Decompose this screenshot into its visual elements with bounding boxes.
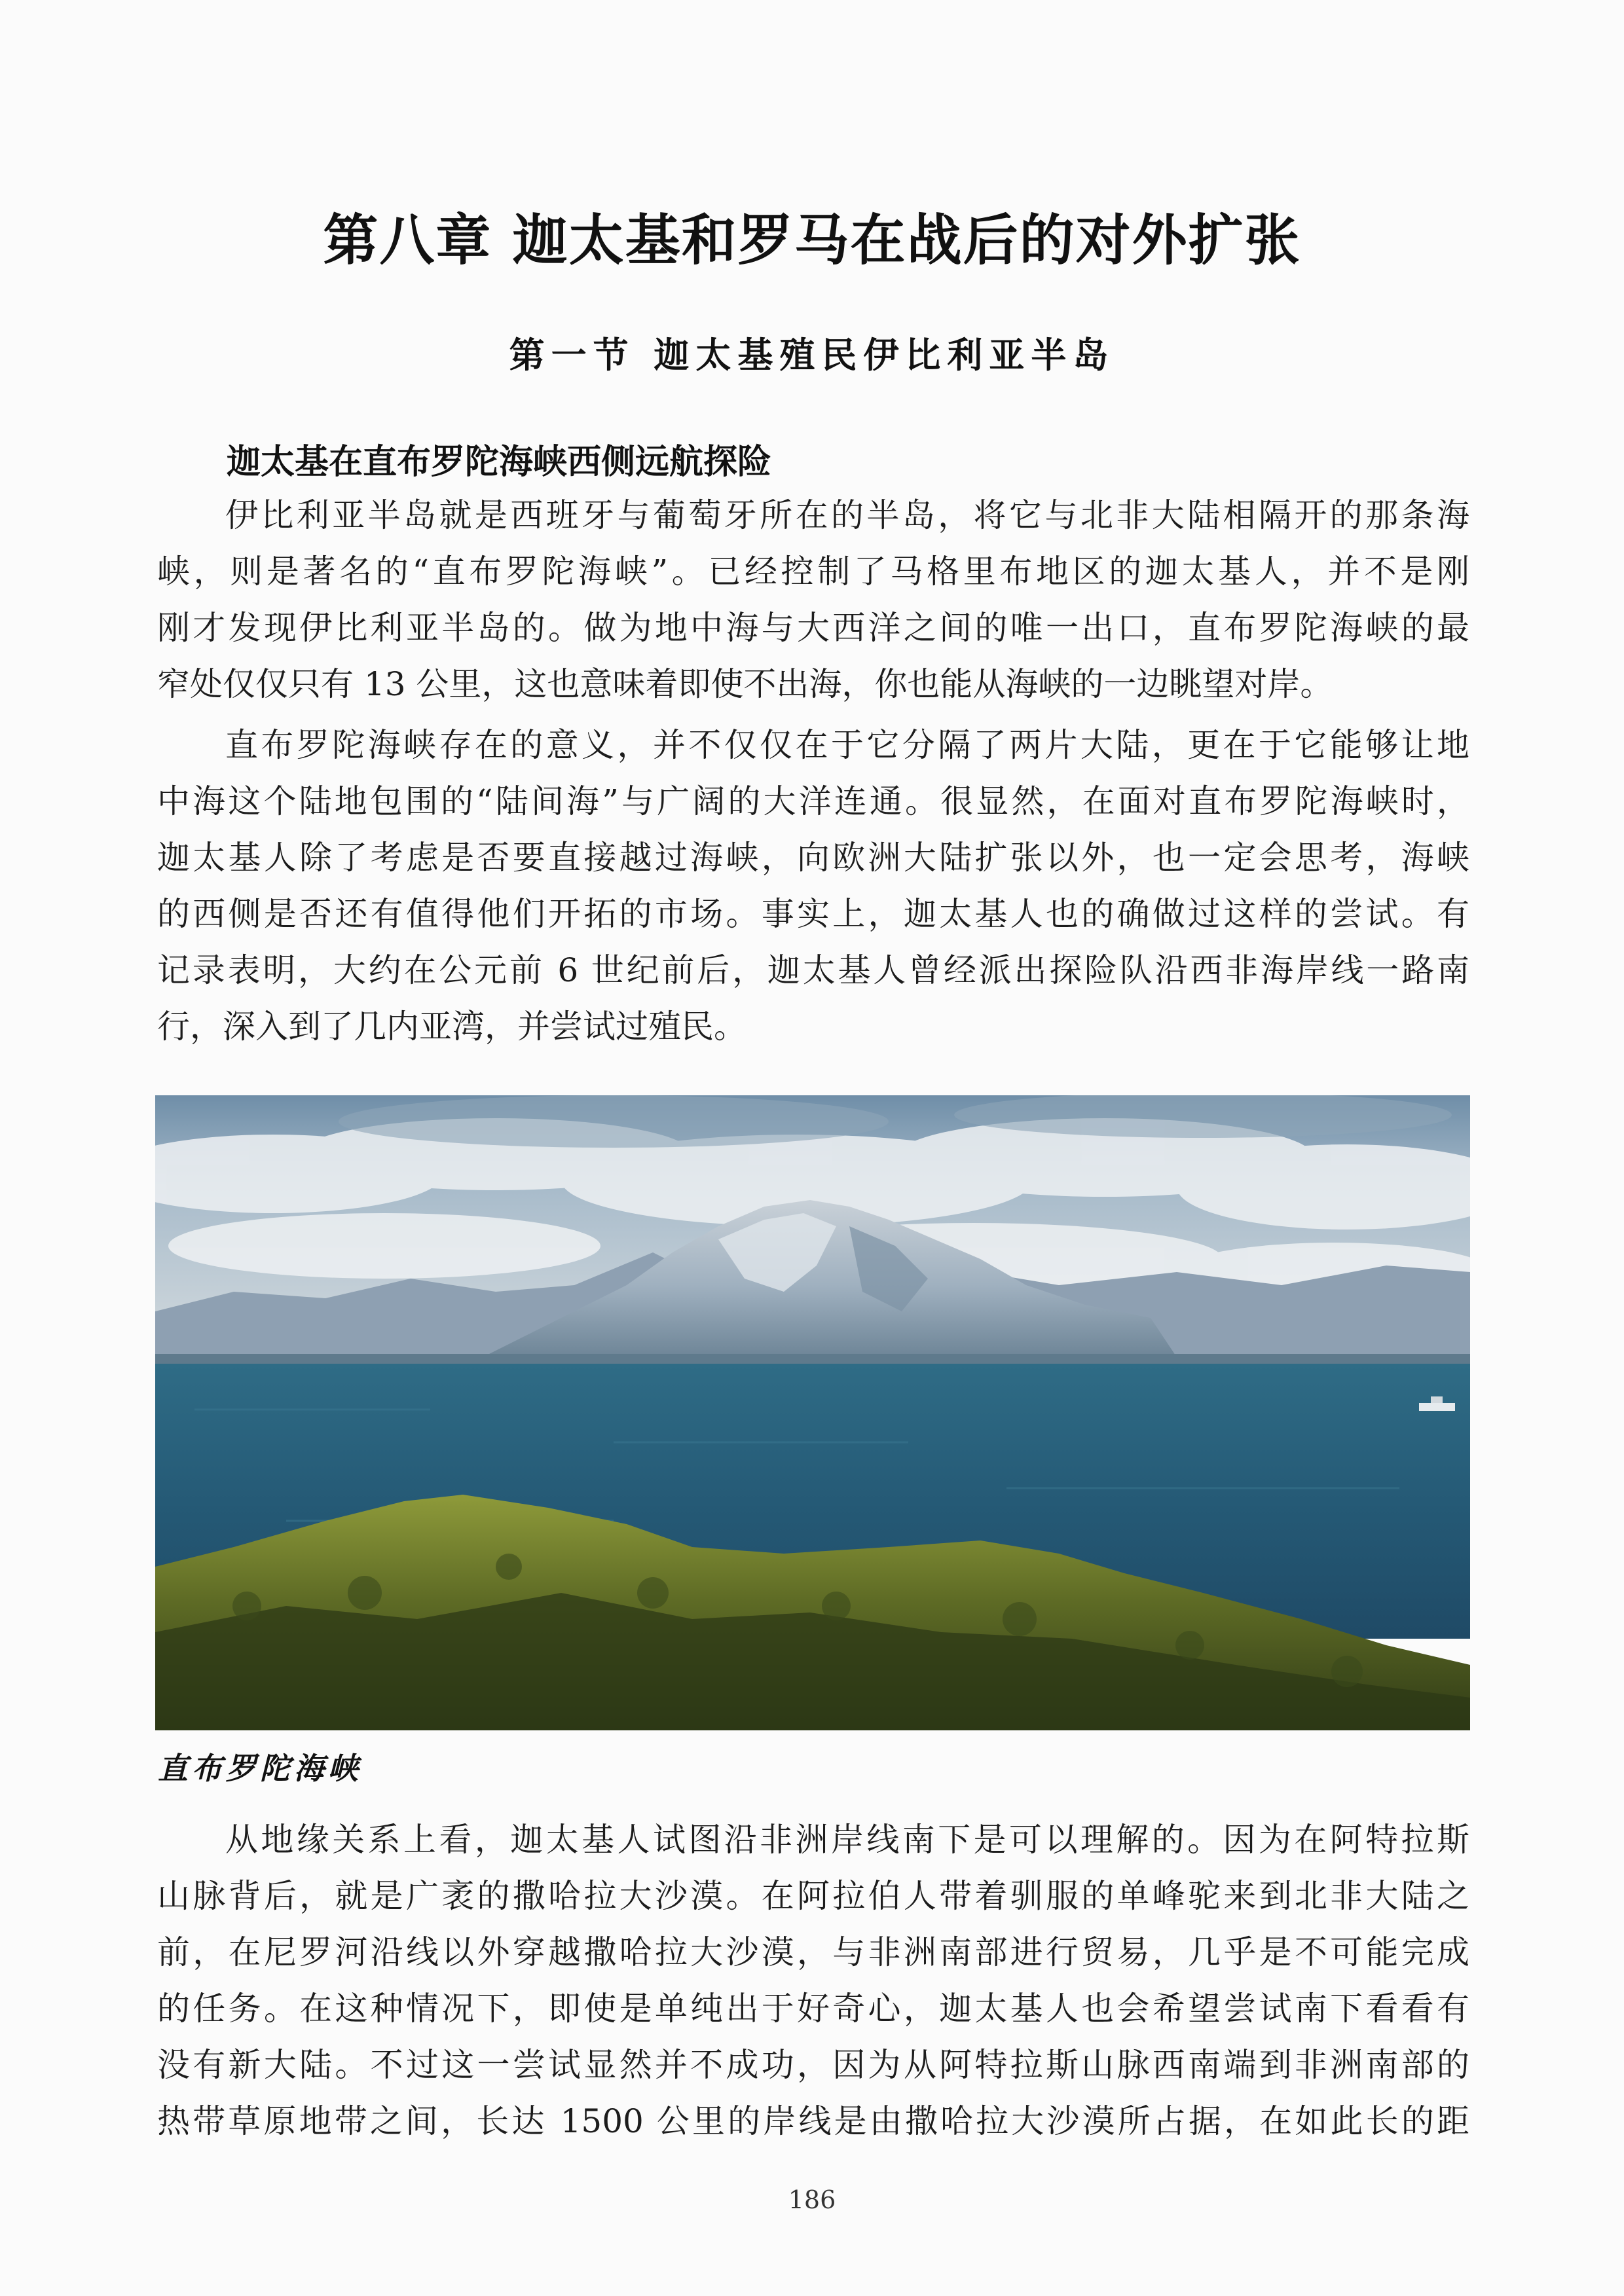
- text-line: 热带草原地带之间，长达 1500 公里的岸线是由撒哈拉大沙漠所占据，在如此长的距: [157, 2102, 1469, 2140]
- text-line: 窄处仅仅只有 13 公里，这也意味着即使不出海，你也能从海峡的一边眺望对岸。: [157, 665, 1333, 703]
- text-line: 行，深入到了几内亚湾，并尝试过殖民。: [157, 1008, 747, 1046]
- figure-caption: 直布罗陀海峡: [158, 1751, 362, 1786]
- chapter-title: 第八章 迦太基和罗马在战后的对外扩张: [323, 208, 1301, 272]
- text-line: 刚才发现伊比利亚半岛的。做为地中海与大西洋之间的唯一出口，直布罗陀海峡的最: [157, 609, 1469, 647]
- strait-photo: [155, 1095, 1470, 1730]
- text-line: 山脉背后，就是广袤的撒哈拉大沙漠。在阿拉伯人带着驯服的单峰驼来到北非大陆之: [157, 1877, 1469, 1915]
- subheading: 迦太基在直布罗陀海峡西侧远航探险: [227, 443, 772, 482]
- text-line: 的西侧是否还有值得他们开拓的市场。事实上，迦太基人也的确做过这样的尝试。有: [157, 895, 1469, 933]
- text-line: 峡，则是著名的“直布罗陀海峡”。已经控制了马格里布地区的迦太基人，并不是刚: [157, 553, 1469, 591]
- text-line: 迦太基人除了考虑是否要直接越过海峡，向欧洲大陆扩张以外，也一定会思考，海峡: [157, 839, 1469, 877]
- paragraph-2: [157, 717, 1469, 1055]
- text-line: 前，在尼罗河沿线以外穿越撒哈拉大沙漠，与非洲南部进行贸易，几乎是不可能完成: [157, 1933, 1469, 1971]
- text-line: 伊比利亚半岛就是西班牙与葡萄牙所在的半岛，将它与北非大陆相隔开的那条海: [225, 496, 1469, 534]
- page-number: 186: [788, 2185, 836, 2214]
- text-line: 没有新大陆。不过这一尝试显然并不成功，因为从阿特拉斯山脉西南端到非洲南部的: [157, 2046, 1469, 2084]
- text-line: 直布罗陀海峡存在的意义，并不仅仅在于它分隔了两片大陆，更在于它能够让地: [225, 726, 1469, 764]
- paragraph-1: [157, 487, 1469, 712]
- section-title: 第一节 迦太基殖民伊比利亚半岛: [509, 335, 1115, 376]
- text-line: 记录表明，大约在公元前 6 世纪前后，迦太基人曾经派出探险队沿西非海岸线一路南: [157, 951, 1469, 989]
- text-line: 从地缘关系上看，迦太基人试图沿非洲岸线南下是可以理解的。因为在阿特拉斯: [225, 1821, 1469, 1859]
- paragraph-3: [157, 1812, 1469, 2149]
- text-line: 的任务。在这种情况下，即使是单纯出于好奇心，迦太基人也会希望尝试南下看看有: [157, 1990, 1469, 2028]
- text-line: 中海这个陆地包围的“陆间海”与广阔的大洋连通。很显然，在面对直布罗陀海峡时，: [157, 782, 1469, 820]
